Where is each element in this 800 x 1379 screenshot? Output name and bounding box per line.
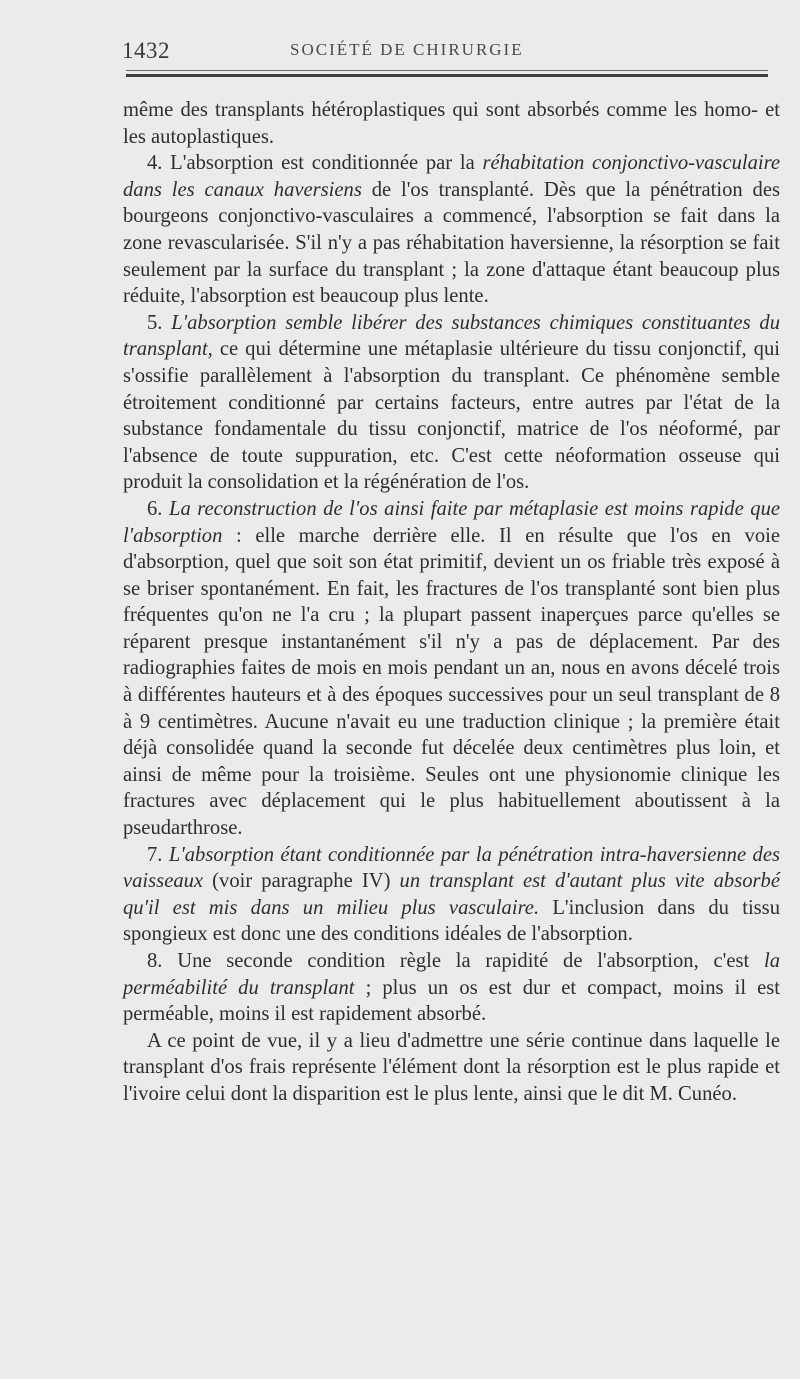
- text-run: 6.: [147, 497, 169, 520]
- paragraph-point-6: [123, 496, 780, 842]
- header-rule: [126, 74, 768, 77]
- paragraph-point-5: [123, 310, 780, 496]
- italic-run: un transplant est d'autant plus vite absorbé qu'il est mis dans un milieu plus vasculaire.: [123, 870, 780, 919]
- italic-run: La reconstruction de l'os ainsi faite par métaplasie est moins rapide que l'absorption: [123, 497, 781, 547]
- text-run: 8. Une seconde condition règle la rapidité de l'absorption, c'est: [147, 950, 764, 972]
- text-run: A ce point de vue, il y a lieu d'admettre une série continue dans laquelle le transplant d'os frais représente l'élément dont la résorption est le plus rapide et l'ivoire celui dont la disparition est le plus lente, ainsi que le dit M. Cunéo.: [123, 1029, 780, 1105]
- body-text: [123, 97, 780, 1108]
- paragraph-point-8: [123, 948, 780, 1028]
- text-run: ; plus un os est dur et compact, moins il est perméable, moins il est rapidement absorbé.: [123, 976, 780, 1026]
- italic-run: réhabitation conjonctivo-vasculaire dans les canaux haversiens: [123, 152, 781, 201]
- text-run: L'inclusion dans du tissu spongieux est donc une des conditions idéales de l'absorption.: [123, 896, 780, 946]
- italic-run: L'absorption étant conditionnée par la pénétration intra-haversienne des vaisseaux: [123, 843, 780, 893]
- text-run: 7.: [147, 843, 169, 866]
- text-run: : elle marche derrière elle. Il en résulte que l'os en voie d'absorption, quel que soit son état primitif, devient un os friable très exposé à se briser spontanément. En fait, les fractures de l'os transplanté sont bien plus fréquentes qu'on ne l'a cru ; la plupart passent inaperçues parce qu'elles se réparent presque instantanément s'il n'y a pas de déplacement. Par des radiographies faites de mois en mois pendant un an, nous en avons décelé trois à différentes hauteurs et à des époques successives pour un seul transplant de 8 à 9 centimètres. Aucune n'avait eu une traduction clinique ; la première était déjà consolidée quand la seconde fut décelée deux centimètres plus loin, et ainsi de même pour la troisième. Seules ont une physionomie clinique les fractures avec déplacement qui le plus habituellement aboutissent à la pseudarthrose.: [123, 524, 780, 840]
- paragraph-conclusion: [123, 1028, 780, 1108]
- text-run: 5.: [147, 311, 172, 334]
- header-rule-thin: [126, 70, 768, 71]
- page-header: [122, 28, 768, 68]
- paragraph-point-7: [123, 842, 780, 948]
- paragraph-continuation: [123, 97, 780, 150]
- paragraph-point-4: [123, 150, 780, 310]
- italic-run: la perméabilité du transplant: [123, 950, 780, 999]
- page-number: 1432: [122, 38, 170, 63]
- italic-run: L'absorption semble libérer des substances chimiques constituantes du transplant,: [123, 311, 780, 361]
- running-head: SOCIÉTÉ DE CHIRURGIE: [290, 40, 524, 59]
- text-run: même des transplants hétéroplastiques qui sont absorbés comme les homo- et les autoplastiques.: [123, 99, 780, 148]
- text-run: ce qui détermine une métaplasie ultérieure du tissu conjonctif, qui s'ossifie parallèlement à l'absorption du transplant. Ce phénomène semble étroitement conditionné par certains facteurs, entre autres par l'état de la substance fondamentale du tissu conjonctif, matrice de l'os néoformé, par l'absence de toute suppuration, etc. C'est cette néoformation osseuse qui produit la consolidation et la régénération de l'os.: [123, 338, 780, 494]
- text-run: de l'os transplanté. Dès que la pénétration des bourgeons conjonctivo-vasculaires a commencé, l'absorption se fait dans la zone revascularisée. S'il n'y a pas réhabitation haversienne, la résorption se fait seulement par la surface du transplant ; la zone d'attaque étant beaucoup plus réduite, l'absorption est beaucoup plus lente.: [123, 178, 780, 308]
- text-run: 4. L'absorption est conditionnée par la: [147, 152, 483, 175]
- text-run: (voir paragraphe IV): [203, 870, 400, 893]
